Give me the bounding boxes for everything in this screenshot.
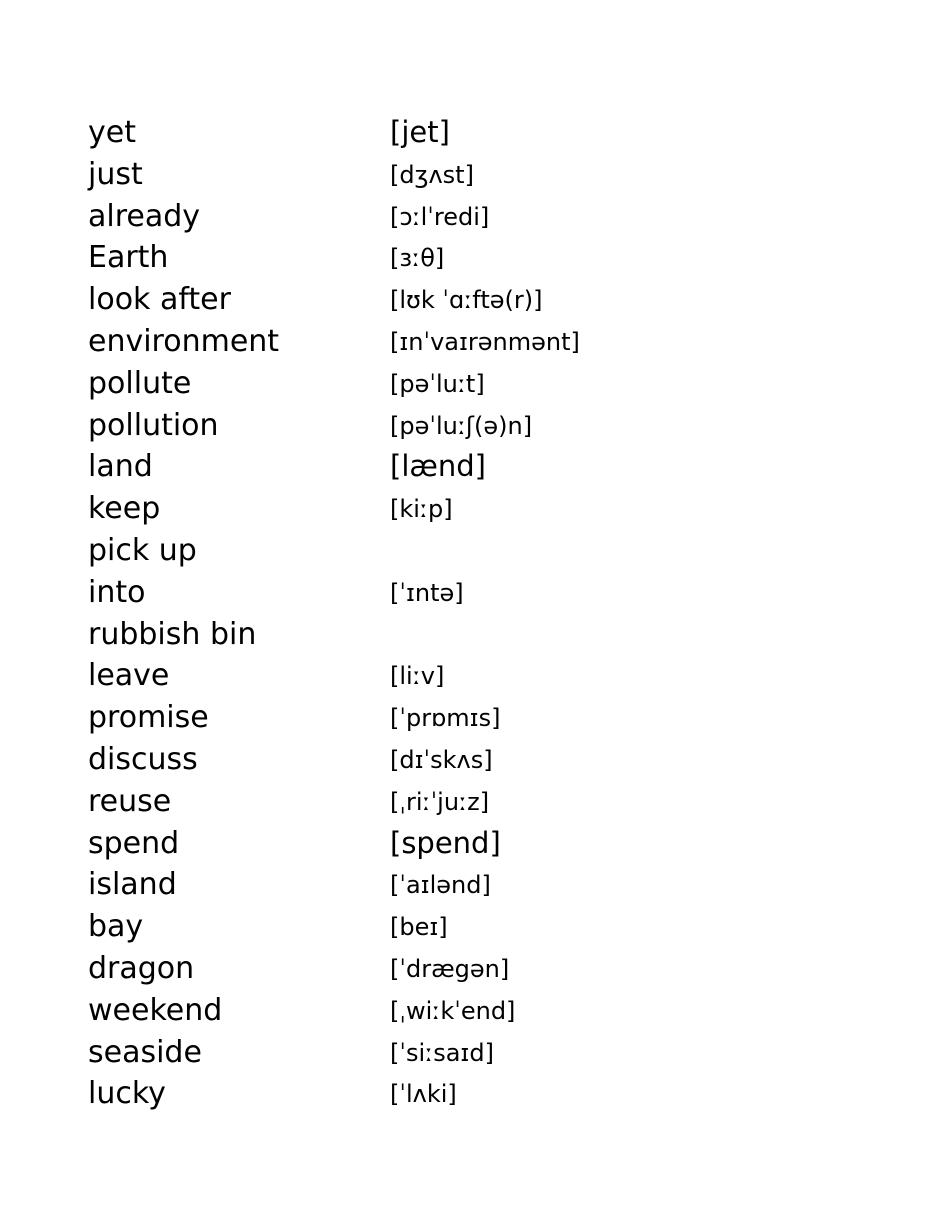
vocab-row	[88, 530, 688, 572]
vocab-phonetic: [lænd]	[390, 449, 486, 484]
vocab-word: Earth	[88, 240, 169, 276]
vocab-row	[88, 697, 688, 739]
vocab-row	[88, 154, 688, 196]
vocab-phonetic: [spend]	[390, 825, 501, 860]
vocab-row	[88, 405, 688, 447]
vocab-word: environment	[88, 323, 280, 359]
vocab-word: island	[88, 867, 177, 903]
vocab-row	[88, 990, 688, 1032]
vocab-row	[88, 237, 688, 279]
vocab-phonetic: [liːv]	[390, 662, 445, 691]
vocab-row	[88, 488, 688, 530]
vocab-phonetic: [ɜːθ]	[390, 244, 445, 273]
vocab-word: spend	[88, 825, 180, 861]
vocab-phonetic: [ɪnˈvaɪrənmənt]	[390, 327, 580, 356]
vocab-phonetic: [ˈprɒmɪs]	[390, 704, 501, 733]
vocab-row	[88, 1073, 688, 1115]
vocab-row	[88, 196, 688, 238]
vocab-phonetic: [dɪˈskʌs]	[390, 745, 493, 774]
vocab-word: land	[88, 449, 153, 485]
vocab-word: promise	[88, 700, 209, 736]
vocab-row	[88, 948, 688, 990]
vocab-row	[88, 1032, 688, 1074]
vocab-word: pollute	[88, 365, 192, 401]
vocab-row	[88, 906, 688, 948]
vocab-word: rubbish bin	[88, 616, 257, 652]
vocab-row	[88, 112, 688, 154]
vocab-word: pollution	[88, 407, 219, 443]
vocab-row	[88, 781, 688, 823]
vocab-phonetic: [ˈlʌki]	[390, 1080, 457, 1109]
vocab-word: discuss	[88, 741, 198, 777]
vocab-word: yet	[88, 115, 136, 150]
vocab-row	[88, 655, 688, 697]
vocab-row	[88, 572, 688, 614]
vocab-phonetic: [ˈsiːsaɪd]	[390, 1038, 494, 1067]
vocab-phonetic: [ˌriːˈjuːz]	[390, 787, 490, 816]
vocab-phonetic: [ˈaɪlənd]	[390, 871, 491, 900]
vocab-word: keep	[88, 491, 161, 527]
vocab-word: pick up	[88, 532, 197, 568]
vocab-word: reuse	[88, 783, 172, 819]
vocab-word: lucky	[88, 1076, 166, 1112]
vocab-word: look after	[88, 282, 231, 318]
vocab-phonetic: [ɔːlˈredi]	[390, 202, 490, 231]
vocab-phonetic: [lʊk ˈɑːftə(r)]	[390, 286, 543, 315]
vocab-row	[88, 739, 688, 781]
vocab-row	[88, 321, 688, 363]
vocab-phonetic: [ˈɪntə]	[390, 578, 464, 607]
vocab-phonetic: [beɪ]	[390, 913, 448, 942]
vocab-row	[88, 446, 688, 488]
vocab-phonetic: [pəˈluːt]	[390, 369, 485, 398]
vocab-row	[88, 864, 688, 906]
vocab-row	[88, 614, 688, 656]
vocab-word: weekend	[88, 992, 223, 1028]
vocab-row	[88, 363, 688, 405]
vocabulary-list	[88, 112, 688, 1115]
vocab-phonetic: [ˈdrægən]	[390, 954, 510, 983]
vocab-row	[88, 279, 688, 321]
vocab-phonetic: [dʒʌst]	[390, 160, 474, 189]
vocab-phonetic: [jet]	[390, 115, 450, 149]
vocab-word: dragon	[88, 950, 195, 986]
vocab-word: leave	[88, 658, 170, 694]
vocab-word: seaside	[88, 1034, 202, 1070]
vocab-word: into	[88, 574, 146, 610]
vocab-word: already	[88, 198, 201, 234]
vocab-row	[88, 823, 688, 865]
vocab-word: bay	[88, 909, 144, 945]
vocab-word: just	[88, 156, 143, 192]
vocab-phonetic: [pəˈluːʃ(ə)n]	[390, 411, 533, 440]
vocab-phonetic: [kiːp]	[390, 495, 453, 524]
vocab-phonetic: [ˌwiːkˈend]	[390, 996, 516, 1025]
